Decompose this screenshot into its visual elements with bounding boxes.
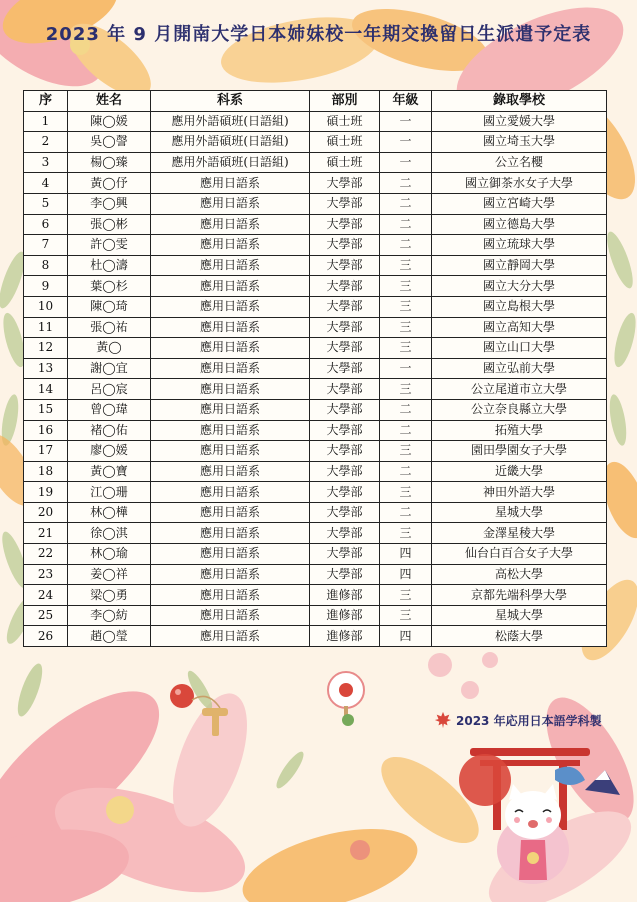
cell-grade: 二	[380, 399, 432, 420]
cell-department: 應用日語系	[151, 276, 310, 297]
cell-grade: 二	[380, 461, 432, 482]
footer-credit	[434, 711, 602, 729]
footer-text: 2023 年応用日本語学科製	[456, 713, 602, 728]
cell-department: 應用日語系	[151, 399, 310, 420]
cell-name: 杜◯濤	[68, 255, 151, 276]
cell-school: 國立埼玉大學	[432, 132, 607, 153]
cell-seq: 10	[24, 296, 68, 317]
cell-division: 大學部	[310, 441, 380, 462]
table-row	[24, 193, 607, 214]
cell-seq: 13	[24, 358, 68, 379]
header-division: 部別	[310, 91, 380, 112]
cell-grade: 二	[380, 173, 432, 194]
cell-seq: 23	[24, 564, 68, 585]
cell-school: 園田學園女子大學	[432, 441, 607, 462]
cell-division: 進修部	[310, 585, 380, 606]
cell-grade: 三	[380, 523, 432, 544]
cell-name: 李◯紡	[68, 605, 151, 626]
cell-seq: 14	[24, 379, 68, 400]
cell-department: 應用日語系	[151, 193, 310, 214]
cell-department: 應用日語系	[151, 296, 310, 317]
cell-department: 應用日語系	[151, 420, 310, 441]
cell-division: 大學部	[310, 461, 380, 482]
cell-name: 林◯樺	[68, 502, 151, 523]
cell-grade: 二	[380, 235, 432, 256]
cell-seq: 12	[24, 338, 68, 359]
header-grade: 年級	[380, 91, 432, 112]
cell-grade: 二	[380, 193, 432, 214]
cell-name: 陳◯琦	[68, 296, 151, 317]
cell-seq: 24	[24, 585, 68, 606]
cell-department: 應用外語碩班(日語組)	[151, 132, 310, 153]
cell-grade: 二	[380, 502, 432, 523]
cell-seq: 26	[24, 626, 68, 647]
cell-division: 大學部	[310, 338, 380, 359]
maneki-neko-illustration	[455, 740, 625, 890]
cell-seq: 22	[24, 544, 68, 565]
table-row	[24, 235, 607, 256]
table-row	[24, 420, 607, 441]
cell-seq: 19	[24, 482, 68, 503]
cell-seq: 11	[24, 317, 68, 338]
cell-seq: 2	[24, 132, 68, 153]
cell-seq: 4	[24, 173, 68, 194]
table-row	[24, 585, 607, 606]
cell-seq: 17	[24, 441, 68, 462]
cell-department: 應用日語系	[151, 214, 310, 235]
table-row	[24, 111, 607, 132]
cell-name: 黃◯寶	[68, 461, 151, 482]
cell-department: 應用日語系	[151, 482, 310, 503]
cell-name: 張◯祐	[68, 317, 151, 338]
table-row	[24, 296, 607, 317]
cell-grade: 一	[380, 152, 432, 173]
cell-division: 大學部	[310, 358, 380, 379]
cell-school: 公立奈良縣立大學	[432, 399, 607, 420]
kendama-icon	[168, 680, 238, 740]
cell-name: 趙◯瑩	[68, 626, 151, 647]
cell-school: 星城大學	[432, 502, 607, 523]
cell-name: 林◯瑜	[68, 544, 151, 565]
cell-grade: 三	[380, 317, 432, 338]
table-row	[24, 214, 607, 235]
cell-name: 曾◯瑋	[68, 399, 151, 420]
table-row	[24, 523, 607, 544]
cell-school: 公立尾道市立大學	[432, 379, 607, 400]
cell-department: 應用日語系	[151, 358, 310, 379]
fan-icon	[322, 668, 372, 728]
cell-division: 大學部	[310, 564, 380, 585]
cell-school: 國立弘前大學	[432, 358, 607, 379]
cell-name: 廖◯媛	[68, 441, 151, 462]
cell-seq: 16	[24, 420, 68, 441]
cell-division: 大學部	[310, 544, 380, 565]
cell-division: 大學部	[310, 420, 380, 441]
cell-school: 星城大學	[432, 605, 607, 626]
table-row	[24, 379, 607, 400]
exchange-student-table	[23, 90, 607, 647]
cell-seq: 3	[24, 152, 68, 173]
cell-grade: 四	[380, 544, 432, 565]
cell-school: 國立宮崎大學	[432, 193, 607, 214]
cell-department: 應用日語系	[151, 441, 310, 462]
cell-division: 碩士班	[310, 132, 380, 153]
table-body	[24, 111, 607, 646]
cell-name: 徐◯淇	[68, 523, 151, 544]
cell-name: 葉◯杉	[68, 276, 151, 297]
cell-division: 進修部	[310, 626, 380, 647]
cell-seq: 21	[24, 523, 68, 544]
table-row	[24, 441, 607, 462]
table-row	[24, 564, 607, 585]
cell-name: 江◯珊	[68, 482, 151, 503]
table-row	[24, 482, 607, 503]
header-name: 姓名	[68, 91, 151, 112]
table-row	[24, 255, 607, 276]
cell-seq: 25	[24, 605, 68, 626]
cell-department: 應用日語系	[151, 461, 310, 482]
cell-division: 碩士班	[310, 111, 380, 132]
cell-department: 應用外語碩班(日語組)	[151, 152, 310, 173]
table-row	[24, 626, 607, 647]
cell-school: 國立靜岡大學	[432, 255, 607, 276]
table-header-row	[24, 91, 607, 112]
cell-department: 應用日語系	[151, 605, 310, 626]
cell-division: 大學部	[310, 193, 380, 214]
cell-division: 大學部	[310, 255, 380, 276]
cell-grade: 三	[380, 441, 432, 462]
cell-seq: 15	[24, 399, 68, 420]
cell-school: 國立高知大學	[432, 317, 607, 338]
cell-department: 應用日語系	[151, 317, 310, 338]
cell-department: 應用日語系	[151, 379, 310, 400]
cell-grade: 一	[380, 358, 432, 379]
cell-department: 應用日語系	[151, 173, 310, 194]
cell-division: 大學部	[310, 523, 380, 544]
cell-school: 國立山口大學	[432, 338, 607, 359]
header-seq: 序	[24, 91, 68, 112]
cell-school: 近畿大學	[432, 461, 607, 482]
cell-seq: 20	[24, 502, 68, 523]
cell-grade: 三	[380, 605, 432, 626]
cell-grade: 二	[380, 214, 432, 235]
cell-name: 褚◯佑	[68, 420, 151, 441]
cell-grade: 三	[380, 255, 432, 276]
cell-name: 姜◯祥	[68, 564, 151, 585]
cell-department: 應用日語系	[151, 626, 310, 647]
cell-department: 應用日語系	[151, 235, 310, 256]
cell-grade: 三	[380, 585, 432, 606]
cell-division: 大學部	[310, 482, 380, 503]
cell-division: 大學部	[310, 317, 380, 338]
cell-grade: 二	[380, 420, 432, 441]
cell-school: 松蔭大學	[432, 626, 607, 647]
table-row	[24, 152, 607, 173]
cell-grade: 一	[380, 132, 432, 153]
cell-department: 應用日語系	[151, 338, 310, 359]
cell-school: 國立大分大學	[432, 276, 607, 297]
cell-department: 應用日語系	[151, 523, 310, 544]
cell-seq: 6	[24, 214, 68, 235]
table-row	[24, 544, 607, 565]
table-row	[24, 502, 607, 523]
cell-name: 陳◯媛	[68, 111, 151, 132]
cell-name: 梁◯勇	[68, 585, 151, 606]
cell-department: 應用日語系	[151, 544, 310, 565]
cell-seq: 18	[24, 461, 68, 482]
cell-seq: 9	[24, 276, 68, 297]
cell-seq: 7	[24, 235, 68, 256]
table-row	[24, 399, 607, 420]
cell-name: 李◯興	[68, 193, 151, 214]
cell-division: 大學部	[310, 296, 380, 317]
cell-name: 張◯彬	[68, 214, 151, 235]
cell-grade: 三	[380, 296, 432, 317]
cell-division: 大學部	[310, 399, 380, 420]
cell-grade: 四	[380, 626, 432, 647]
cell-school: 國立島根大學	[432, 296, 607, 317]
cell-division: 大學部	[310, 214, 380, 235]
cell-department: 應用日語系	[151, 585, 310, 606]
table-row	[24, 358, 607, 379]
page-title: 2023 年 9 月開南大学日本姉妹校一年期交換留日生派遣予定表	[45, 24, 592, 45]
table-row	[24, 338, 607, 359]
cell-department: 應用日語系	[151, 502, 310, 523]
cell-division: 大學部	[310, 173, 380, 194]
cell-name: 許◯雯	[68, 235, 151, 256]
cell-seq: 1	[24, 111, 68, 132]
cell-division: 進修部	[310, 605, 380, 626]
cell-name: 黃◯	[68, 338, 151, 359]
cell-school: 國立愛媛大學	[432, 111, 607, 132]
cell-school: 金澤星稜大學	[432, 523, 607, 544]
cell-grade: 三	[380, 379, 432, 400]
table-row	[24, 276, 607, 297]
cell-school: 神田外語大學	[432, 482, 607, 503]
cell-division: 大學部	[310, 502, 380, 523]
table-row	[24, 132, 607, 153]
cell-grade: 三	[380, 482, 432, 503]
cell-division: 大學部	[310, 235, 380, 256]
maple-leaf-icon	[434, 711, 452, 729]
cell-name: 黃◯伃	[68, 173, 151, 194]
cell-seq: 5	[24, 193, 68, 214]
table-row	[24, 317, 607, 338]
cell-name: 吳◯謦	[68, 132, 151, 153]
cell-school: 高松大學	[432, 564, 607, 585]
cell-school: 公立名櫻	[432, 152, 607, 173]
cell-division: 大學部	[310, 276, 380, 297]
cell-school: 國立德島大學	[432, 214, 607, 235]
cell-department: 應用日語系	[151, 255, 310, 276]
cell-name: 楊◯臻	[68, 152, 151, 173]
cell-name: 謝◯宜	[68, 358, 151, 379]
cell-school: 拓殖大學	[432, 420, 607, 441]
cell-division: 碩士班	[310, 152, 380, 173]
cell-school: 國立琉球大學	[432, 235, 607, 256]
cell-division: 大學部	[310, 379, 380, 400]
cell-grade: 四	[380, 564, 432, 585]
table-row	[24, 605, 607, 626]
cell-department: 應用日語系	[151, 564, 310, 585]
cell-seq: 8	[24, 255, 68, 276]
header-school: 錄取學校	[432, 91, 607, 112]
table-row	[24, 461, 607, 482]
cell-name: 呂◯宸	[68, 379, 151, 400]
cell-school: 國立御茶水女子大學	[432, 173, 607, 194]
cell-grade: 三	[380, 338, 432, 359]
cell-grade: 一	[380, 111, 432, 132]
header-department: 科系	[151, 91, 310, 112]
cell-grade: 三	[380, 276, 432, 297]
cell-school: 京都先端科學大學	[432, 585, 607, 606]
table-row	[24, 173, 607, 194]
cell-department: 應用外語碩班(日語組)	[151, 111, 310, 132]
cell-school: 仙台白百合女子大學	[432, 544, 607, 565]
